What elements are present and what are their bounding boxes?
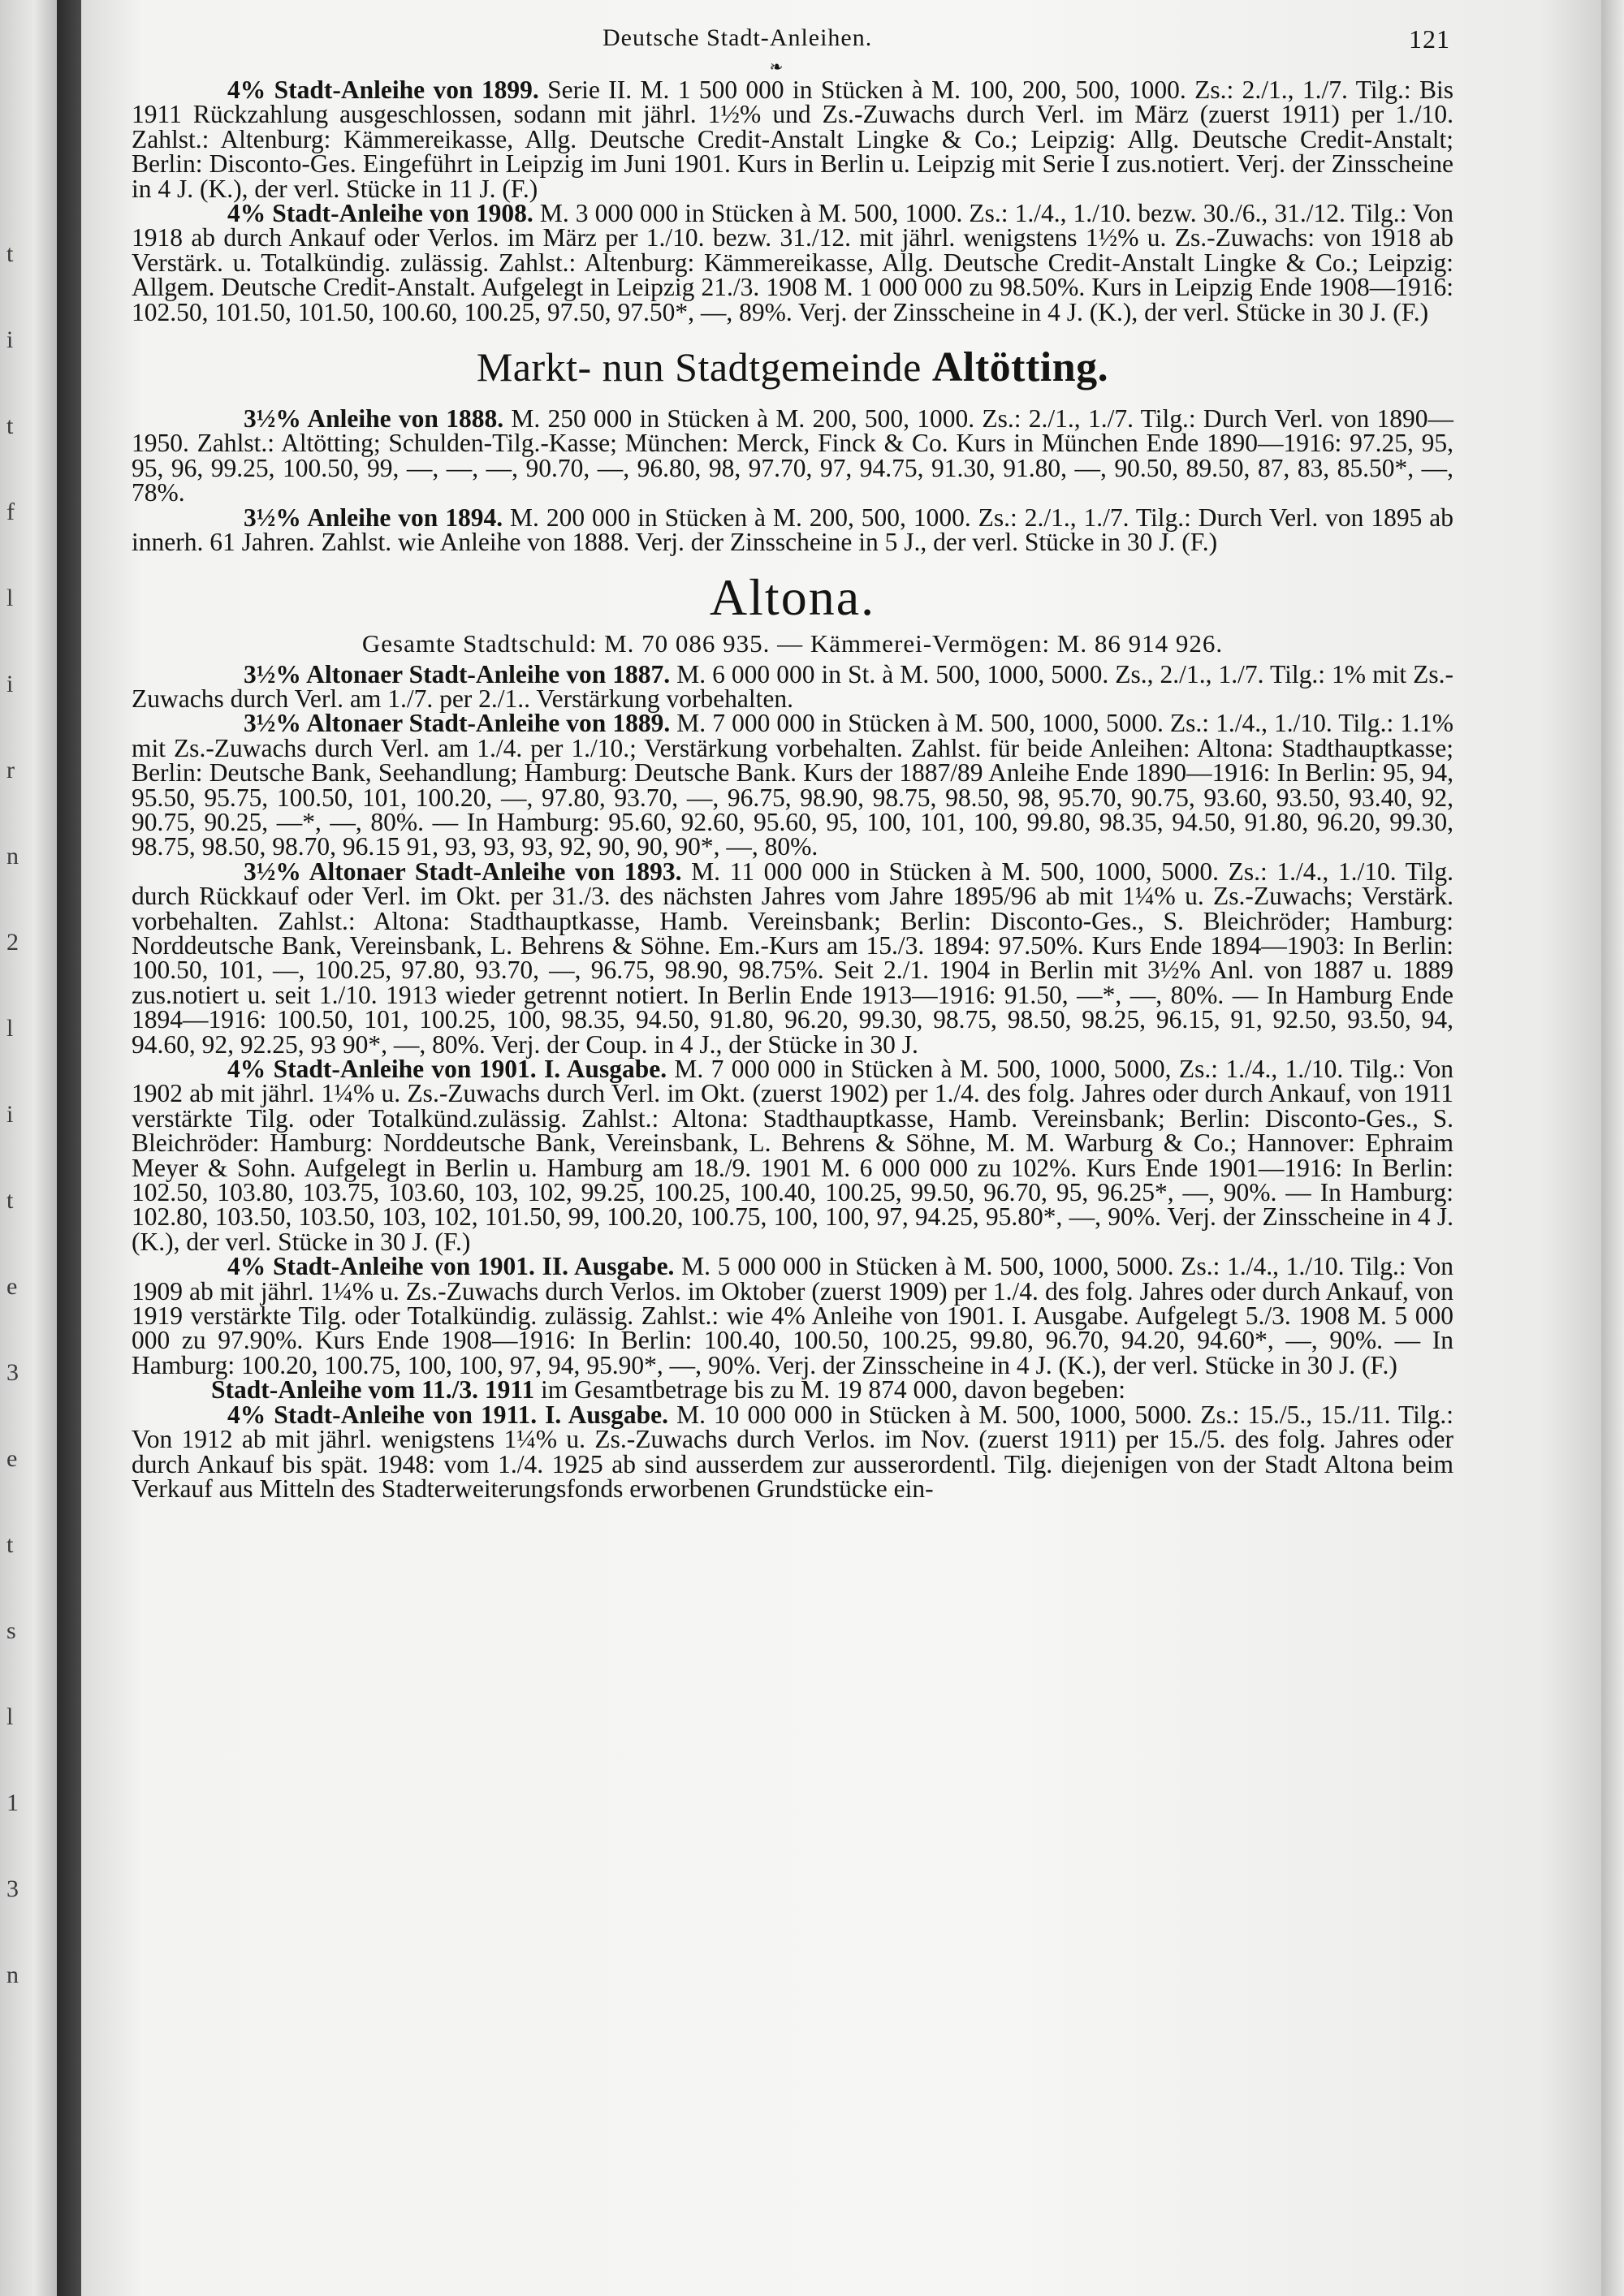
bond-entry <box>132 503 1454 557</box>
adjacent-page-fragment: i <box>6 671 14 697</box>
bond-heading: 3½% Altonaer Stadt-Anleihe von 1889. <box>244 709 671 738</box>
bond-entry <box>132 711 1453 859</box>
bond-entry <box>132 857 1454 1059</box>
adjacent-page-fragment: l <box>6 1703 14 1730</box>
ornament-mark: ❧ <box>769 58 784 76</box>
bond-details: M. 200 000 in Stücken à M. 200, 500, 1000. Zs.: 2./1., 1./7. Tilg.: Durch Verl. von 1895 ab innerh. 61 Jahren. Zahlst. wie Anleihe von 1888. Verj. der Zinsscheine in 5 J., der verl. Stücke in 30 J. (F.) <box>132 503 1454 557</box>
adjacent-page-fragment: t <box>6 240 14 267</box>
book-page <box>81 0 1601 2296</box>
bond-entry <box>132 201 1453 325</box>
adjacent-page-fragment: 3 <box>6 1359 19 1386</box>
page-content <box>132 24 1453 1501</box>
adjacent-page-fragment: t <box>6 1531 14 1558</box>
bond-heading: 4% Stadt-Anleihe von 1908. <box>227 199 533 228</box>
adjacent-page-fragment: l <box>6 585 14 611</box>
running-head-title: Deutsche Stadt-Anleihen. <box>603 24 873 51</box>
bond-details: M. 10 000 000 in Stücken à M. 500, 1000, 5000. Zs.: 15./5., 15./11. Tilg.: Von 1912 ab mit jährl. wenigstens 1¼% u. Zs.-Zuwachs durch Verlos. im Nov. (zuerst 1911) per 15./5. des folg. Jahres oder durch Ankauf bis spät. 1948: vom 1./4. 1925 ab sind ausserdem zur ausserordentl. Tilg. diejenigen von der Stadt Altona beim Verkauf aus Mitteln des Stadterweiterungsfonds erworbenen Grundstücke ein- <box>132 1400 1454 1503</box>
adjacent-page-fragment: f <box>6 498 15 525</box>
adjacent-page-edge <box>0 0 57 2296</box>
bond-heading: 3½% Anleihe von 1888. <box>244 404 504 434</box>
adjacent-page-fragment: 2 <box>6 929 19 956</box>
adjacent-page-fragment: 1 <box>6 1789 19 1816</box>
page-number: 121 <box>1409 24 1450 54</box>
adjacent-page-fragment: r <box>6 757 15 783</box>
bond-heading: 3½% Anleihe von 1894. <box>244 503 503 532</box>
bond-heading: 3½% Altonaer Stadt-Anleihe von 1893. <box>244 857 682 886</box>
adjacent-page-fragment: e <box>6 1445 18 1472</box>
bond-details: M. 11 000 000 in Stücken à M. 500, 1000, 5000. Zs.: 1./4., 1./10. Tilg. durch Rückkauf oder Verl. im Okt. per 31./3. des nächsten Jahres vom Jahre 1895/96 ab mit 1¼% u. Zs.-Zuwachs; Verstärk. vorbehalten. Zahlst.: Altona: Stadthauptkasse, Hamb. Vereinsbank; Berlin: Disconto-Ges., S. Bleichröder; Hamburg: Norddeutsche Bank, Vereinsbank, L. Behrens & Söhne. Em.-Kurs am 15./3. 1894: 97.50%. Kurs Ende 1894—1903: In Berlin: 100.50, 101, —, 100.25, 97.80, 93.70, —, 96.75, 98.90, 98.75%. Seit 2./1. 1904 in Berlin mit 3½% Anl. von 1887 u. 1889 zus.notiert u. seit 1./10. 1913 wieder getrennt notiert. In Berlin Ende 1913—1916: 91.50, —*, —, 80%. — In Hamburg Ende 1894—1916: 100.50, 101, 100.25, 100, 98.35, 94.50, 91.80, 96.20, 99.30, 98.75, 98.50, 98.25, 96.15, 91, 92.50, 93.50, 94, 94.60, 92, 92.25, 93 90*, —, 80%. Verj. der Coup. in 4 J., der Stücke in 30 J. <box>132 857 1454 1059</box>
bond-entry <box>132 1375 1453 1405</box>
adjacent-page-fragment: t <box>6 1187 14 1214</box>
bond-heading: 4% Stadt-Anleihe von 1911. I. Ausgabe. <box>227 1400 668 1429</box>
bond-details: M. 250 000 in Stücken à M. 200, 500, 1000. Zs.: 2./1., 1./7. Tilg.: Durch Verl. von 1890—1950. Zahlst.: Altötting; Schulden-Tilg.-Kasse; München: Merck, Finck & Co. Kurs in München Ende 1890—1916: 97.25, 95, 95, 96, 99.25, 100.50, 99, —, —, —, 90.70, —, 96.80, 98, 97.70, 97, 94.75, 91.30, 91.80, —, 90.50, 89.50, 87, 83, 85.50*, —, 78%. <box>132 404 1453 507</box>
bond-details: M. 5 000 000 in Stücken à M. 500, 1000, 5000. Zs.: 1./4., 1./10. Tilg.: Von 1909 ab mit jährl. 1¼% u. Zs.-Zuwachs durch Verlos. im Oktober (zuerst 1909) per 1./4. des folg. Jahres oder durch Ankauf, von 1919 verstärkte Tilg. oder Totalkündig. zulässig. Zahlst.: wie 4% Anleihe von 1901. I. Ausgabe. Aufgelegt 5./3. 1908 M. 5 000 000 zu 97.90%. Kurs Ende 1908—1916: In Berlin: 100.40, 100.50, 100.25, 99.80, 96.70, 94.20, 94.60*, —, 90%. — In Hamburg: 100.20, 100.75, 100, 100, 97, 94, 95.90*, —, 90%. Verj. der Zinsscheine in 4 J. (K.), der verl. Stücke in 30 J. (F.) <box>132 1252 1453 1379</box>
section-title-prefix: Markt- nun Stadtgemeinde <box>476 344 922 391</box>
bond-heading: 4% Stadt-Anleihe von 1901. II. Ausgabe. <box>227 1252 675 1281</box>
adjacent-page-fragment: n <box>6 843 19 870</box>
section-title-altoetting <box>132 343 1453 392</box>
bond-heading: Stadt-Anleihe vom 11./3. 1911 <box>211 1375 535 1405</box>
bond-entry <box>132 404 1453 507</box>
bond-heading: 3½% Altonaer Stadt-Anleihe von 1887. <box>244 659 671 688</box>
bond-details: im Gesamtbetrage bis zu M. 19 874 000, davon begeben: <box>541 1375 1125 1405</box>
debt-summary: Gesamte Stadtschuld: M. 70 086 935. — Kämmerei-Vermögen: M. 86 914 926. <box>361 628 1224 658</box>
bond-details: M. 7 000 000 in Stücken à M. 500, 1000, 5000, Zs.: 1./4., 1./10. Tilg.: Von 1902 ab mit jährl. 1¼% u. Zs.-Zuwachs durch Verl. im Okt. (zuerst 1902) per 1./4. des folg. Jahres oder durch Ankauf, von 1911 verstärkte Tilg. oder Totalkünd.zulässig. Zahlst.: Altona: Stadthauptkasse, Hamb. Vereinsbank; Berlin: Disconto-Ges., S. Bleichröder: Hamburg: Norddeutsche Bank, Vereinsbank, L. Behrens & Söhne, M. M. Warburg & Co.; Hannover: Ephraim Meyer & Sohn. Aufgelegt in Berlin u. Hamburg am 18./9. 1901 M. 6 000 000 zu 102%. Kurs Ende 1901—1916: In Berlin: 102.50, 103.80, 103.75, 103.60, 103, 102, 99.25, 100.25, 100.40, 100.25, 99.50, 96.70, 95, 96.25*, —, 90%. — In Hamburg: 102.80, 103.50, 103.50, 103, 102, 101.50, 99, 100.20, 100.75, 100, 100, 97, 94.25, 95.80*, —, 90%. Verj. der Zinsscheine in 4 J. (K.), der verl. Stücke in 30 J. (F.) <box>132 1055 1453 1256</box>
bond-details: Serie II. M. 1 500 000 in Stücken à M. 100, 200, 500, 1000. Zs.: 2./1., 1./7. Tilg.: Bis 1911 Rückzahlung ausgeschlossen, sodann mit jährl. 1½% und Zs.-Zuwachs durch Verl. im März (zuerst 1911) per 1./10. Zahlst.: Altenburg: Kämmereikasse, Allg. Deutsche Credit-Anstalt Lingke & Co.; Leipzig: Allg. Deutsche Credit-Anstalt; Berlin: Disconto-Ges. Eingeführt in Leipzig im Juni 1901. Kurs in Berlin u. Leipzig mit Serie I zus.notiert. Verj. der Zinsscheine in 4 J. (K.), der verl. Stücke in 11 J. (F.) <box>132 76 1454 203</box>
right-page-edge <box>1601 0 1624 2296</box>
bond-heading: 4% Stadt-Anleihe von 1901. I. Ausgabe. <box>227 1055 667 1083</box>
adjacent-page-fragment: 3 <box>6 1875 19 1902</box>
bond-details: M. 6 000 000 in St. à M. 500, 1000, 5000. Zs., 2./1., 1./7. Tilg.: 1% mit Zs.-Zuwachs durch Verl. am 1./7. per 2./1.. Verstärkung vorbehalten. <box>132 659 1453 713</box>
adjacent-page-fragment: s <box>6 1617 16 1644</box>
adjacent-page-fragment: e <box>6 1273 18 1300</box>
adjacent-page-fragment: t <box>6 412 14 439</box>
bond-heading: 4% Stadt-Anleihe von 1899. <box>227 76 539 104</box>
adjacent-page-fragment: l <box>6 1015 14 1042</box>
bond-entry <box>132 659 1453 713</box>
binding-gutter <box>57 0 81 2296</box>
section-title-name: Altötting. <box>931 344 1109 391</box>
adjacent-page-fragment: n <box>6 1962 19 1988</box>
bond-entry <box>132 78 1453 201</box>
bond-details: M. 7 000 000 in Stücken à M. 500, 1000, 5000. Zs.: 1./4., 1./10. Tilg.: 1.1% mit Zs.-Zuwachs durch Verl. am 1./4. per 1./10.; Verstärkung vorbehalten. Zahlst. für beide Anleihen: Altona: Stadthauptkasse; Berlin: Deutsche Bank, Seehandlung; Hamburg: Deutsche Bank. Kurs der 1887/89 Anleihe Ende 1890—1916: In Berlin: 95, 94, 95.50, 95.75, 100.50, 101, 100.20, —, 97.80, 93.70, —, 96.75, 98.90, 98.75, 98.50, 98, 95.70, 90.75, 93.60, 93.50, 93.40, 92, 90.75, 90.25, —*, —, 80%. — In Hamburg: 95.60, 92.60, 95.60, 95, 100, 101, 100, 99.80, 98.35, 94.50, 91.80, 96.20, 99.30, 98.75, 98.50, 98.70, 96.15 91, 93, 93, 93, 92, 90, 90, 90*, —, 80%. <box>132 709 1453 861</box>
bond-details: M. 3 000 000 in Stücken à M. 500, 1000. Zs.: 1./4., 1./10. bezw. 30./6., 31./12. Tilg.: Von 1918 ab durch Ankauf oder Verlos. im März per 1./10. bezw. 31./12. mit jährl. wenigstens 1½% u. Zs.-Zuwachs: von 1918 ab Verstärk. u. Totalkündig. zulässig. Zahlst.: Altenburg: Kämmereikasse, Allg. Deutsche Credit-Anstalt Lingke & Co.; Leipzig: Allgem. Deutsche Credit-Anstalt. Aufgelegt in Leipzig 21./3. 1908 M. 1 000 000 zu 98.50%. Kurs in Leipzig Ende 1908—1916: 102.50, 101.50, 101.50, 100.60, 100.25, 97.50, 97.50*, —, 89%. Verj. der Zinsscheine in 4 J. (K.), der verl. Stücke in 30 J. (F.) <box>132 199 1453 326</box>
adjacent-page-fragment: i <box>6 326 14 353</box>
running-head <box>132 24 1453 57</box>
section-title-altona: Altona. <box>709 568 876 626</box>
bond-entry <box>132 1254 1453 1378</box>
adjacent-page-fragments <box>6 211 39 2018</box>
bond-entry <box>132 1057 1453 1254</box>
bond-entry <box>132 1400 1454 1503</box>
adjacent-page-fragment: i <box>6 1101 14 1128</box>
